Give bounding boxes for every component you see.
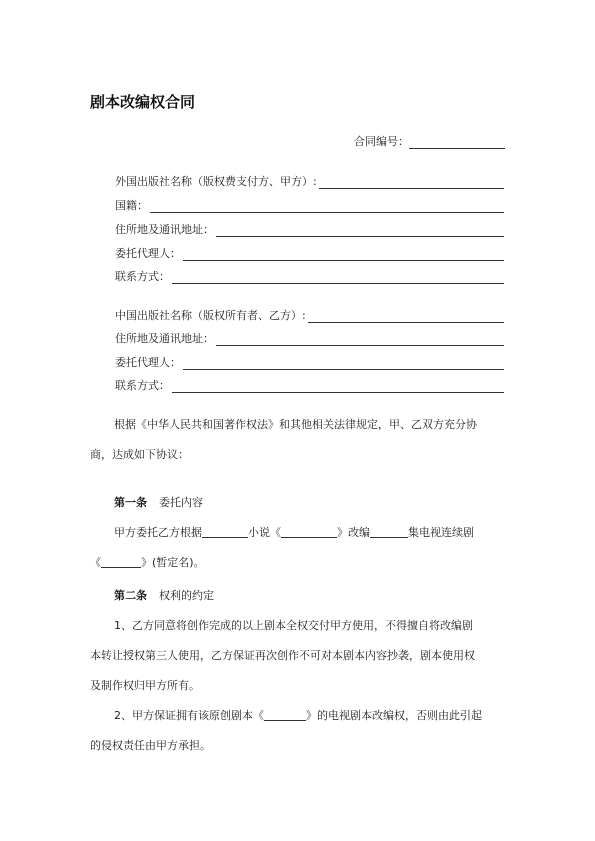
article-2-heading [90,581,506,611]
party-a-agent-label: 委托代理人： [115,247,181,260]
article-1-heading [90,488,506,518]
party-a-agent-field [115,245,504,261]
article-1-number: 第一条 [114,496,147,509]
article-1 [90,488,506,578]
party-b-agent-field [115,354,504,370]
party-a-name-label: 外国出版社名称（版权费支付方、甲方）: [115,175,317,188]
party-b-address-label: 住所地及通讯地址： [115,332,214,345]
contract-number-blank[interactable] [409,136,505,149]
intro-line-1: 根据《中华人民共和国著作权法》和其他相关法律规定，甲、乙双方充分协 [114,418,477,431]
party-a-address-blank[interactable] [216,224,504,237]
original-script-title-blank[interactable] [264,708,306,721]
article-1-line-1 [90,518,506,548]
article-1-line-2 [90,548,506,578]
episode-count-blank[interactable] [370,525,408,538]
party-b-address-blank[interactable] [216,333,504,346]
document-title: 剧本改编权合同 [90,93,196,111]
article-1-text-d: 集电视连续剧 [408,526,474,539]
party-a-name-blank[interactable] [319,176,504,189]
party-b-name-blank[interactable] [308,310,504,323]
party-a-address-field [115,221,504,237]
party-a-nationality-field [115,197,504,213]
party-a-nationality-label: 国籍： [115,199,148,212]
party-b-contact-field [115,377,504,393]
article-1-text-c: 》改编 [337,526,370,539]
article-1-text-f: 》(暂定名)。 [141,556,205,569]
party-b-agent-blank[interactable] [183,357,504,370]
novel-title-blank[interactable] [281,525,337,538]
contract-number-label: 合同编号： [354,135,409,148]
article-1-title: 委托内容 [159,496,203,509]
party-b-name-field [115,307,504,323]
article-2-item-2-line-2: 的侵权责任由甲方承担。 [90,739,211,752]
contract-number [354,133,505,149]
party-a-nationality-blank[interactable] [150,200,504,213]
party-a-contact-field [115,268,504,284]
article-2-number: 第二条 [114,589,147,602]
party-a-contact-blank[interactable] [172,271,504,284]
party-b-contact-label: 联系方式： [115,379,170,392]
party-b-address-field [115,330,504,346]
party-a-contact-label: 联系方式： [115,270,170,283]
author-blank[interactable] [202,525,248,538]
article-1-text-a: 甲方委托乙方根据 [114,526,202,539]
intro-paragraph [90,410,506,470]
party-b-contact-blank[interactable] [172,380,504,393]
intro-line-2: 商，达成如下协议： [90,448,189,461]
article-2 [90,581,506,761]
party-a-name-field [115,173,504,189]
article-2-item-1-line-1: 1、乙方同意将创作完成的以上剧本全权交付甲方使用，不得擅自将改编剧 [114,619,473,632]
party-b-agent-label: 委托代理人： [115,356,181,369]
article-2-item-1-line-3: 及制作权归甲方所有。 [90,679,200,692]
article-1-text-b: 小说《 [248,526,281,539]
article-1-text-e: 《 [90,556,101,569]
article-2-item-2-line-1 [90,701,506,731]
party-a-address-label: 住所地及通讯地址： [115,223,214,236]
article-2-item-1-line-2: 本转让授权第三人使用，乙方保证再次创作不可对本剧本内容抄袭，剧本使用权 [90,649,475,662]
article-2-title: 权利的约定 [159,589,214,602]
article-2-item-2-text-a: 2、甲方保证拥有该原创剧本《 [114,709,264,722]
party-a-agent-blank[interactable] [183,248,504,261]
series-title-blank[interactable] [101,555,141,568]
article-2-item-2-text-b: 》的电视剧本改编权，否则由此引起 [306,709,482,722]
party-b-name-label: 中国出版社名称（版权所有者、乙方）: [115,309,306,322]
